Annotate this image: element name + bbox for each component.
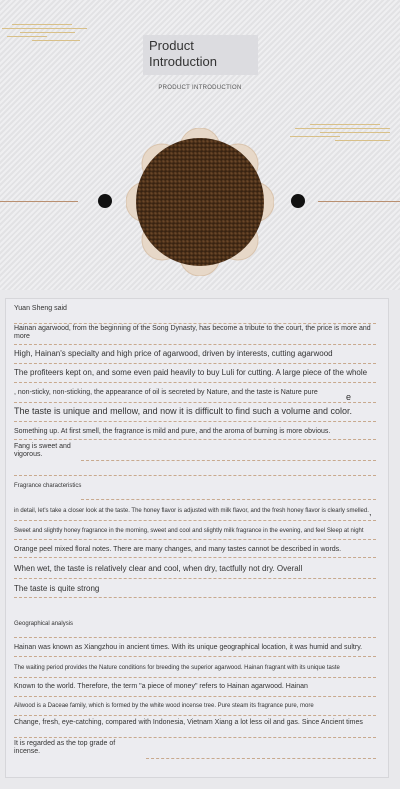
text-row: The waiting period provides the Nature conditions for breeding the superior agarwood. Hainan fragrant with its unique taste — [14, 665, 340, 671]
text-row: Hainan agarwood, from the beginning of the Song Dynasty, has become a tribute to the court, the price is more and more — [14, 325, 371, 341]
dashed-rule — [14, 402, 376, 403]
dashed-rule — [14, 539, 376, 540]
dashed-rule — [14, 715, 376, 716]
page-title: Product Introduction — [149, 38, 217, 69]
dashed-rule — [81, 499, 376, 500]
text-row: Geographical analysis — [14, 621, 74, 627]
dashed-rule — [14, 439, 376, 440]
stray-mark: e — [346, 392, 352, 402]
text-row: Sweet and slightly honey fragrance in the morning, sweet and cool and slightly milk fragrance in the evening, and feel Sleep at night — [14, 528, 364, 534]
text-row: Yuan Sheng said — [14, 305, 67, 312]
dashed-rule — [14, 475, 376, 476]
dashed-rule — [14, 520, 376, 521]
dashed-rule — [14, 656, 376, 657]
divider-left — [0, 201, 78, 202]
text-row: Fragrance characteristics — [14, 483, 82, 489]
cloud-ornament-right — [290, 122, 395, 146]
text-row: Orange peel mixed floral notes. There are many changes, and many tastes cannot be described in words. — [14, 546, 342, 553]
text-row: in detail, let's take a closer look at the taste. The honey flavor is adjusted with milk flavor, and the fresh honey flavor is clearly smelled. — [14, 508, 369, 514]
text-row: Ailwood is a Daceae family, which is formed by the white wood incense tree. Pure steam its fragrance pure, more — [14, 703, 314, 709]
dashed-rule — [14, 677, 376, 678]
dashed-rule — [14, 363, 376, 364]
dot-left — [98, 194, 112, 208]
dashed-rule — [14, 597, 376, 598]
dot-right — [291, 194, 305, 208]
text-row: When wet, the taste is relatively clear and cool, when dry, tactfully not dry. Overall — [14, 564, 303, 573]
text-row: The taste is quite strong — [14, 584, 100, 593]
dashed-rule — [14, 696, 376, 697]
dashed-rule — [14, 344, 376, 345]
text-row: Known to the world. Therefore, the term "a piece of money" refers to Hainan agarwood. Hainan — [14, 683, 308, 690]
agarwood-powder-image — [126, 128, 274, 276]
text-row: High, Hainan's specialty and high price of agarwood, driven by interests, cutting agarwood — [14, 349, 333, 358]
text-row: Fang is sweet and vigorous. — [14, 443, 71, 459]
dashed-rule — [81, 460, 376, 461]
text-row: The profiteers kept on, and some even paid heavily to buy Luli for cutting. A large piece of the whole — [14, 368, 368, 377]
stray-mark: , — [369, 507, 372, 517]
article-panel — [5, 298, 389, 778]
dashed-rule — [146, 758, 376, 759]
dashed-rule — [14, 737, 376, 738]
text-row: Change, fresh, eye-catching, compared with Indonesia, Vietnam Xiang a lot less oil and gas. Since Ancient times — [14, 719, 363, 726]
dashed-rule — [14, 557, 376, 558]
dashed-rule — [14, 382, 376, 383]
text-row: The taste is unique and mellow, and now it is difficult to find such a volume and color. — [14, 406, 353, 416]
dashed-rule — [14, 637, 376, 638]
text-row: It is regarded as the top grade of incense. — [14, 740, 116, 756]
divider-right — [318, 201, 400, 202]
cloud-ornament-left — [2, 22, 92, 46]
hero-section — [0, 0, 400, 290]
text-row: Something up. At first smell, the fragrance is mild and pure, and the aroma of burning is more obvious. — [14, 428, 331, 435]
dashed-rule — [14, 323, 376, 324]
text-row: , non-sticky, non-sticking, the appearance of oil is secreted by Nature, and the taste is Nature pure — [14, 389, 318, 396]
text-row: Hainan was known as Xiangzhou in ancient times. With its unique geographical location, it was humid and sultry. — [14, 644, 363, 651]
dashed-rule — [14, 578, 376, 579]
dashed-rule — [14, 421, 376, 422]
page-subtitle: PRODUCT INTRODUCTION — [158, 85, 242, 91]
